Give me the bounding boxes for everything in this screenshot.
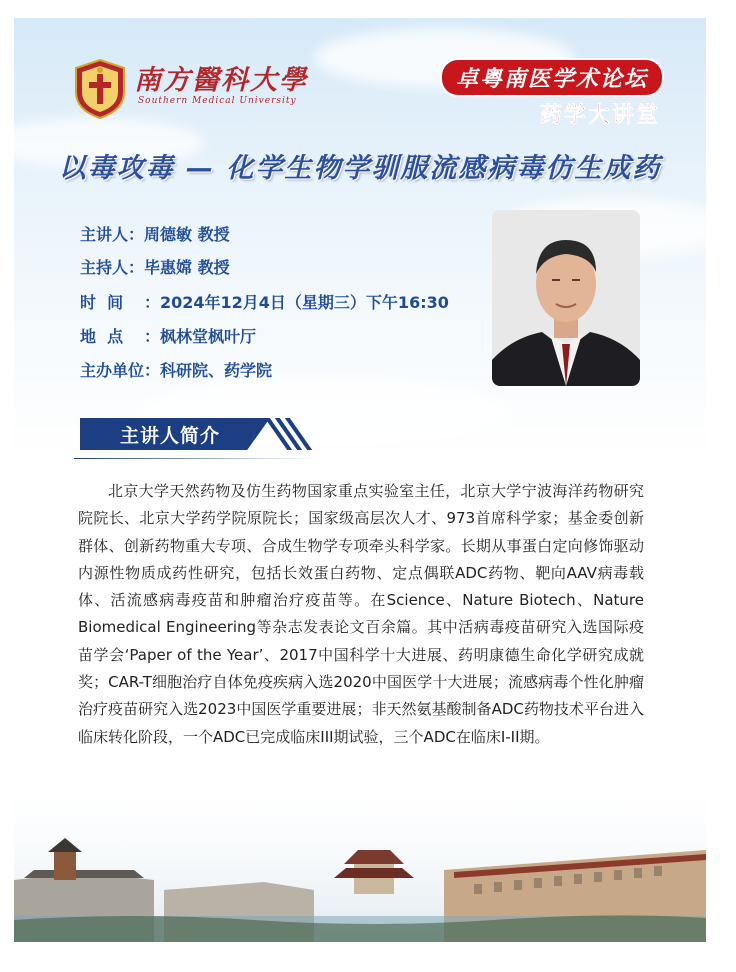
organizer-label: 主办单位：: [80, 361, 161, 380]
campus-scenery: [14, 820, 706, 942]
time-value: ：2024年12月4日（星期三）下午16:30: [144, 293, 449, 312]
school-name-cn: 南方醫科大學: [134, 65, 308, 96]
time-row: [80, 290, 449, 313]
university-logo: [72, 52, 308, 132]
place-label: 地 点: [80, 327, 124, 346]
lecture-series-title: 药学大讲堂: [539, 103, 660, 128]
place-row: [80, 324, 256, 347]
place-value: ：枫林堂枫叶厅: [144, 327, 257, 346]
poster: [14, 18, 706, 942]
section-title: 主讲人简介: [120, 425, 221, 447]
host-label: 主持人：: [80, 258, 145, 277]
speaker-name: 周德敏 教授: [144, 225, 230, 244]
speaker-photo: [492, 210, 640, 386]
host-row: [80, 255, 230, 278]
speaker-bio: 北京大学天然药物及仿生药物国家重点实验室主任，北京大学宁波海洋药物研究院院长、北京大学药学院原院长；国家级高层次人才、973首席科学家；基金委创新群体、创新药物重大专项、合成生物学专项牵头科学家。长期从事蛋白定向修饰驱动内源性物质成药性研究，包括长效蛋白药物、定点偶联ADC药物、靶向AAV病毒载体、活流感病毒疫苗和肿瘤治疗疫苗等。在Science、Nature Biotech、Nature Biomedical Engineering等杂志发表论文百余篇。其中活病毒疫苗研究入选国际疫苗学会‘Paper of the Year’、2017中国科学十大进展、药明康德生命化学研究成就奖；CAR-T细胞治疗自体免疫疾病入选2020中国医学十大进展；流感病毒个性化肿瘤治疗疫苗研究入选2023中国医学重要进展；非天然氨基酸制备ADC药物技术平台进入临床转化阶段，一个ADC已完成临床III期试验，三个ADC在临床I-II期。: [78, 482, 644, 746]
organizer-row: [80, 358, 272, 381]
organizer-value: 科研院、药学院: [160, 361, 273, 380]
university-emblem-icon: [72, 58, 128, 120]
page-title: 以毒攻毒 — 化学生物学驯服流感病毒仿生成药: [58, 153, 662, 184]
host-name: 毕惠嫦 教授: [144, 258, 230, 277]
section-header: [80, 414, 310, 456]
speaker-row: [80, 222, 230, 245]
time-label: 时 间: [80, 293, 124, 312]
school-name-en: Southern Medical University: [138, 96, 297, 106]
section-divider: [74, 458, 314, 459]
forum-title: 卓粤南医学术论坛: [442, 60, 662, 95]
speaker-label: 主讲人：: [80, 225, 145, 244]
